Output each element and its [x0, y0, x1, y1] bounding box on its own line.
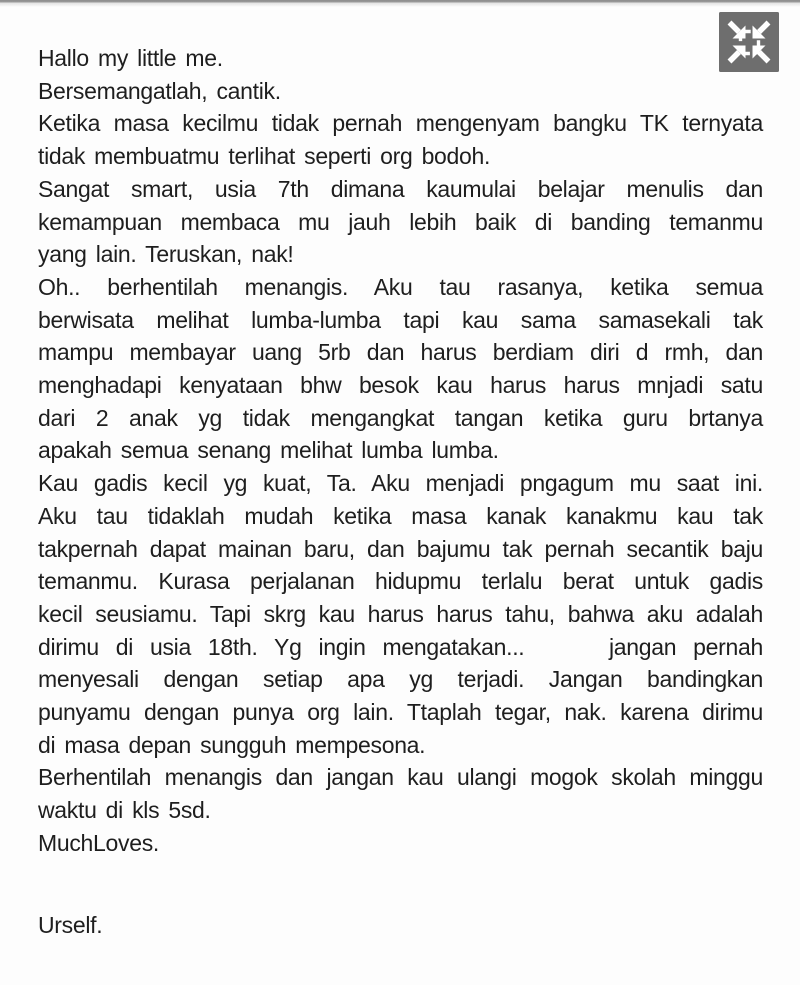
letter-line: di masa depan sungguh mempesona.: [38, 731, 426, 758]
letter-line: menyesali dengan setiap apa yg terjadi. Jangan bandingkan: [38, 666, 763, 693]
letter-line: Ketika masa kecilmu tidak pernah mengenyam bangku TK ternyata: [38, 110, 763, 137]
letter-line: takpernah dapat mainan baru, dan bajumu tak pernah secantik baju: [38, 535, 763, 562]
letter-line: Kau gadis kecil yg kuat, Ta. Aku menjadi pngagum mu saat ini.: [38, 470, 763, 497]
letter-line: Bersemangatlah, cantik.: [38, 77, 281, 104]
letter-line: tidak membuatmu terlihat seperti org bodoh.: [38, 143, 491, 170]
letter-line: dirimu di usia 18th. Yg ingin mengatakan... jangan pernah: [38, 633, 763, 660]
letter-line: Berhentilah menangis dan jangan kau ulangi mogok skolah minggu: [38, 764, 763, 791]
letter-line: temanmu. Kurasa perjalanan hidupmu terlalu berat untuk gadis: [38, 568, 763, 595]
letter-line: menghadapi kenyataan bhw besok kau harus harus mnjadi satu: [38, 372, 763, 399]
letter-closing: MuchLoves.: [38, 829, 160, 856]
letter-line: kecil seusiamu. Tapi skrg kau harus harus tahu, bahwa aku adalah: [38, 600, 763, 627]
letter-line: berwisata melihat lumba-lumba tapi kau sama samasekali tak: [38, 306, 763, 333]
letter-line: yang lain. Teruskan, nak!: [38, 241, 294, 268]
signature-gap: [38, 860, 763, 909]
letter-line: dari 2 anak yg tidak mengangkat tangan ketika guru brtanya: [38, 404, 763, 431]
letter-body: [38, 42, 763, 941]
letter-signature: Urself.: [38, 911, 103, 938]
letter-line: Oh.. berhentilah menangis. Aku tau rasanya, ketika semua: [38, 273, 763, 300]
letter-line: Hallo my little me.: [38, 45, 223, 71]
letter-line: apakah semua senang melihat lumba lumba.: [38, 437, 499, 464]
letter-line: kemampuan membaca mu jauh lebih baik di banding temanmu: [38, 208, 763, 235]
letter-line: waktu di kls 5sd.: [38, 797, 211, 824]
letter-line: mampu membayar uang 5rb dan harus berdiam diri d rmh, dan: [38, 339, 763, 366]
letter-line: punyamu dengan punya org lain. Ttaplah tegar, nak. karena dirimu: [38, 699, 763, 726]
window-top-edge: [0, 0, 800, 7]
letter-line: Sangat smart, usia 7th dimana kaumulai belajar menulis dan: [38, 175, 763, 202]
letter-line: Aku tau tidaklah mudah ketika masa kanak kanakmu kau tak: [38, 502, 763, 529]
